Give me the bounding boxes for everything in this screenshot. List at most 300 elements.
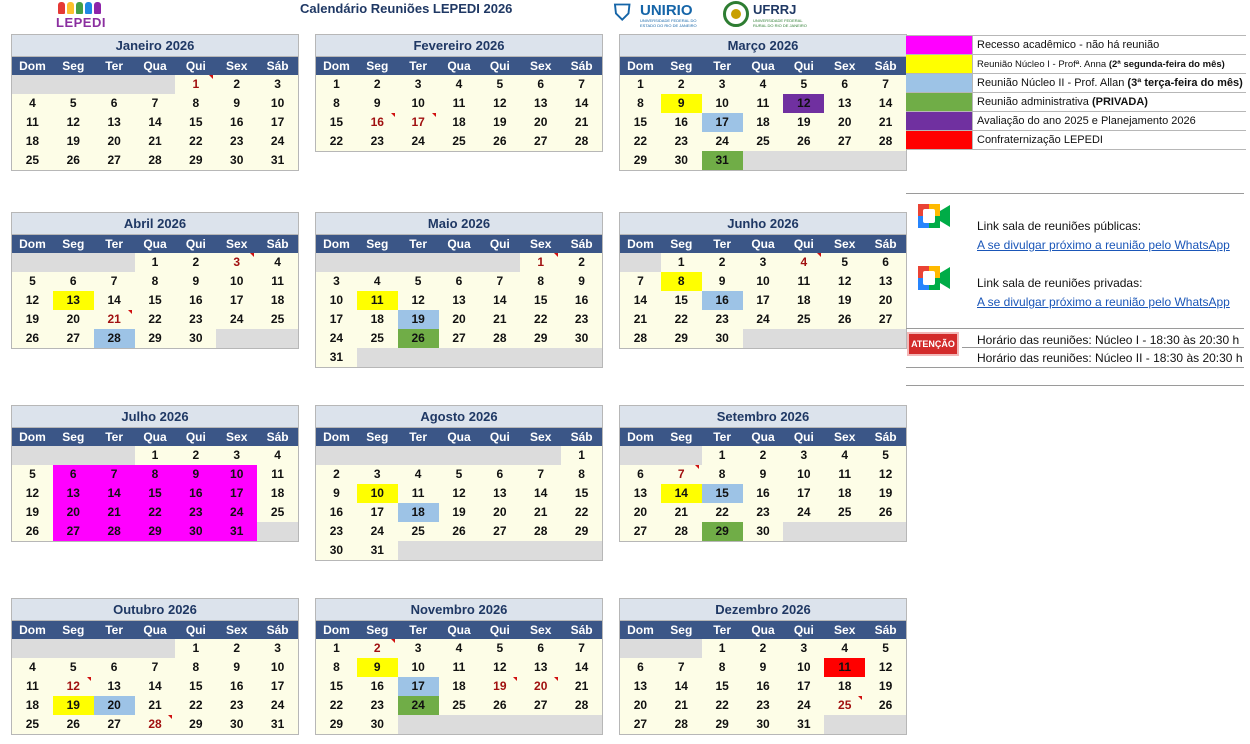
day-cell: 27 (865, 310, 906, 329)
day-cell: 15 (561, 484, 602, 503)
weekday-header: Ter (398, 621, 439, 639)
day-cell: 21 (94, 310, 135, 329)
weekday-header: Qua (439, 428, 480, 446)
month-calendar (619, 34, 907, 171)
day-cell: 6 (439, 272, 480, 291)
weekday-header: Qua (743, 428, 784, 446)
legend-row (906, 36, 1246, 55)
legend-label (973, 74, 1243, 92)
weekday-header: Ter (94, 621, 135, 639)
day-cell: 12 (865, 658, 906, 677)
weekday-header: Sáb (865, 57, 906, 75)
day-cell: 26 (12, 329, 53, 348)
legend-label (973, 55, 1225, 73)
day-cell: 22 (175, 696, 216, 715)
legend-label (973, 131, 1103, 149)
day-cell: 7 (561, 639, 602, 658)
day-cell: 26 (783, 132, 824, 151)
empty-day-cell (398, 541, 439, 560)
day-cell: 25 (257, 503, 298, 522)
month-title: Julho 2026 (12, 406, 298, 428)
day-cell: 19 (824, 291, 865, 310)
day-cell: 20 (520, 677, 561, 696)
empty-day-cell (620, 253, 661, 272)
day-cell: 2 (316, 465, 357, 484)
weekday-header: Sáb (561, 428, 602, 446)
day-cell: 6 (94, 658, 135, 677)
day-cell: 3 (398, 75, 439, 94)
day-cell: 8 (620, 94, 661, 113)
day-cell: 25 (398, 522, 439, 541)
day-cell: 25 (439, 132, 480, 151)
day-cell: 11 (439, 94, 480, 113)
month-grid (316, 57, 602, 151)
weekday-header: Sáb (257, 235, 298, 253)
legend-label (973, 112, 1196, 130)
weekday-header: Ter (702, 428, 743, 446)
day-cell: 14 (661, 484, 702, 503)
weekday-header: Ter (398, 235, 439, 253)
day-cell: 15 (661, 291, 702, 310)
public-room-link[interactable]: A se divulgar próximo a reunião pelo WhatsApp (977, 238, 1230, 252)
day-cell: 19 (439, 503, 480, 522)
day-cell: 13 (620, 677, 661, 696)
day-cell: 13 (53, 484, 94, 503)
day-cell: 29 (175, 715, 216, 734)
day-cell: 1 (661, 253, 702, 272)
day-cell: 28 (561, 132, 602, 151)
day-cell: 15 (702, 484, 743, 503)
day-cell: 22 (702, 696, 743, 715)
day-cell: 17 (357, 503, 398, 522)
weekday-header: Ter (702, 57, 743, 75)
day-cell: 7 (135, 658, 176, 677)
divider (906, 367, 1244, 368)
legend-text: Confraternização LEPEDI (977, 134, 1103, 146)
day-cell: 24 (783, 503, 824, 522)
day-cell: 14 (865, 94, 906, 113)
day-cell: 8 (316, 658, 357, 677)
day-cell: 21 (561, 677, 602, 696)
empty-day-cell (398, 253, 439, 272)
day-cell: 16 (316, 503, 357, 522)
legend-emphasis: (3ª terça-feira do mês) (1127, 77, 1243, 89)
weekday-header: Sex (520, 621, 561, 639)
empty-day-cell (53, 639, 94, 658)
day-cell: 3 (316, 272, 357, 291)
day-cell: 30 (216, 151, 257, 170)
day-cell: 30 (661, 151, 702, 170)
weekday-header: Dom (12, 235, 53, 253)
empty-day-cell (135, 75, 176, 94)
day-cell: 13 (520, 94, 561, 113)
legend-swatch (906, 131, 973, 149)
weekday-header: Sáb (561, 57, 602, 75)
month-grid (316, 428, 602, 560)
empty-day-cell (783, 329, 824, 348)
legend-emphasis: (PRIVADA) (1091, 96, 1148, 108)
weekday-header: Sex (216, 621, 257, 639)
day-cell: 2 (743, 639, 784, 658)
day-cell: 31 (702, 151, 743, 170)
google-meet-icon[interactable] (916, 200, 952, 234)
day-cell: 18 (12, 132, 53, 151)
day-cell: 15 (702, 677, 743, 696)
day-cell: 2 (561, 253, 602, 272)
day-cell: 31 (316, 348, 357, 367)
weekday-header: Seg (53, 57, 94, 75)
empty-day-cell (479, 715, 520, 734)
empty-day-cell (12, 639, 53, 658)
day-cell: 13 (94, 113, 135, 132)
day-cell: 22 (520, 310, 561, 329)
day-cell: 7 (561, 75, 602, 94)
day-cell: 19 (865, 484, 906, 503)
empty-day-cell (316, 253, 357, 272)
day-cell: 24 (398, 696, 439, 715)
empty-day-cell (783, 522, 824, 541)
day-cell: 13 (620, 484, 661, 503)
day-cell: 17 (398, 113, 439, 132)
day-cell: 4 (783, 253, 824, 272)
weekday-header: Ter (94, 428, 135, 446)
day-cell: 28 (865, 132, 906, 151)
day-cell: 3 (216, 253, 257, 272)
day-cell: 17 (216, 291, 257, 310)
ufrrj-logo (722, 0, 812, 32)
month-calendar (315, 405, 603, 561)
weekday-header: Seg (53, 235, 94, 253)
day-cell: 19 (479, 677, 520, 696)
day-cell: 12 (12, 291, 53, 310)
day-cell: 20 (865, 291, 906, 310)
weekday-header: Qui (783, 57, 824, 75)
month-title: Maio 2026 (316, 213, 602, 235)
day-cell: 14 (661, 677, 702, 696)
day-cell: 24 (316, 329, 357, 348)
day-cell: 28 (620, 329, 661, 348)
day-cell: 12 (824, 272, 865, 291)
weekday-header: Qua (439, 57, 480, 75)
day-cell: 23 (175, 310, 216, 329)
day-cell: 30 (216, 715, 257, 734)
month-title: Março 2026 (620, 35, 906, 57)
legend (906, 35, 1246, 150)
day-cell: 21 (561, 113, 602, 132)
legend-swatch (906, 36, 973, 54)
day-cell: 8 (702, 465, 743, 484)
day-cell: 18 (783, 291, 824, 310)
day-cell: 21 (661, 696, 702, 715)
day-cell: 10 (743, 272, 784, 291)
weekday-header: Qui (175, 57, 216, 75)
google-meet-icon[interactable] (916, 262, 952, 296)
day-cell: 11 (357, 291, 398, 310)
day-cell: 1 (135, 253, 176, 272)
legend-text: Avaliação do ano 2025 e Planejamento 2026 (977, 115, 1196, 127)
empty-day-cell (824, 329, 865, 348)
day-cell: 5 (53, 94, 94, 113)
day-cell: 22 (620, 132, 661, 151)
weekday-header: Seg (53, 621, 94, 639)
day-cell: 19 (12, 503, 53, 522)
day-cell: 15 (316, 113, 357, 132)
weekday-header: Seg (661, 235, 702, 253)
day-cell: 3 (216, 446, 257, 465)
day-cell: 30 (743, 715, 784, 734)
weekday-header: Dom (620, 235, 661, 253)
day-cell: 14 (94, 291, 135, 310)
day-cell: 26 (53, 151, 94, 170)
weekday-header: Qui (783, 235, 824, 253)
day-cell: 1 (316, 75, 357, 94)
weekday-header: Qua (135, 57, 176, 75)
weekday-header: Dom (620, 428, 661, 446)
day-cell: 18 (439, 677, 480, 696)
weekday-header: Sáb (257, 621, 298, 639)
meeting-hours-nucleo-2: Horário das reuniões: Núcleo II - 18:30 às 20:30 h (977, 351, 1243, 365)
day-cell: 18 (357, 310, 398, 329)
weekday-header: Dom (316, 621, 357, 639)
day-cell: 19 (53, 132, 94, 151)
day-cell: 11 (824, 465, 865, 484)
day-cell: 17 (783, 484, 824, 503)
day-cell: 4 (824, 446, 865, 465)
day-cell: 5 (479, 639, 520, 658)
day-cell: 30 (175, 522, 216, 541)
empty-day-cell (824, 715, 865, 734)
day-cell: 30 (175, 329, 216, 348)
day-cell: 29 (620, 151, 661, 170)
day-cell: 13 (439, 291, 480, 310)
day-cell: 22 (316, 132, 357, 151)
empty-day-cell (135, 639, 176, 658)
day-cell: 14 (135, 113, 176, 132)
day-cell: 20 (520, 113, 561, 132)
day-cell: 7 (479, 272, 520, 291)
day-cell: 8 (175, 94, 216, 113)
empty-day-cell (12, 253, 53, 272)
empty-day-cell (216, 329, 257, 348)
weekday-header: Dom (12, 621, 53, 639)
empty-day-cell (439, 715, 480, 734)
month-calendar (315, 598, 603, 735)
weekday-header: Dom (316, 235, 357, 253)
day-cell: 24 (743, 310, 784, 329)
day-cell: 5 (865, 639, 906, 658)
month-calendar (619, 212, 907, 349)
day-cell: 10 (357, 484, 398, 503)
day-cell: 16 (357, 113, 398, 132)
day-cell: 9 (702, 272, 743, 291)
private-room-link[interactable]: A se divulgar próximo a reunião pelo WhatsApp (977, 295, 1230, 309)
month-calendar (11, 34, 299, 171)
day-cell: 14 (479, 291, 520, 310)
day-cell: 2 (216, 639, 257, 658)
day-cell: 5 (53, 658, 94, 677)
day-cell: 9 (743, 465, 784, 484)
day-cell: 11 (743, 94, 784, 113)
day-cell: 4 (12, 658, 53, 677)
unirio-logo-subtitle: UNIVERSIDADE FEDERAL DO ESTADO DO RIO DE JANEIRO (640, 18, 697, 28)
day-cell: 8 (520, 272, 561, 291)
unirio-mark-icon: ⛉ (614, 1, 631, 26)
day-cell: 9 (661, 94, 702, 113)
day-cell: 27 (620, 715, 661, 734)
legend-swatch (906, 93, 973, 111)
day-cell: 6 (53, 465, 94, 484)
day-cell: 5 (398, 272, 439, 291)
day-cell: 15 (175, 113, 216, 132)
month-grid (12, 57, 298, 170)
legend-row (906, 55, 1246, 74)
weekday-header: Qui (175, 621, 216, 639)
day-cell: 4 (439, 639, 480, 658)
weekday-header: Ter (398, 57, 439, 75)
weekday-header: Dom (620, 57, 661, 75)
month-calendar (315, 212, 603, 368)
empty-day-cell (661, 446, 702, 465)
day-cell: 18 (12, 696, 53, 715)
day-cell: 26 (824, 310, 865, 329)
meeting-hours-nucleo-1: Horário das reuniões: Núcleo I - 18:30 às 20:30 h (977, 333, 1240, 347)
day-cell: 6 (53, 272, 94, 291)
day-cell: 13 (520, 658, 561, 677)
day-cell: 5 (439, 465, 480, 484)
empty-day-cell (398, 715, 439, 734)
day-cell: 18 (439, 113, 480, 132)
day-cell: 26 (479, 132, 520, 151)
day-cell: 23 (743, 503, 784, 522)
day-cell: 2 (357, 639, 398, 658)
legend-text: Recesso acadêmico - não há reunião (977, 39, 1160, 51)
day-cell: 6 (479, 465, 520, 484)
empty-day-cell (865, 715, 906, 734)
day-cell: 16 (216, 677, 257, 696)
weekday-header: Dom (620, 621, 661, 639)
weekday-header: Seg (357, 428, 398, 446)
month-calendar (11, 405, 299, 542)
day-cell: 29 (702, 522, 743, 541)
day-cell: 4 (357, 272, 398, 291)
month-grid (316, 621, 602, 734)
weekday-header: Dom (12, 57, 53, 75)
legend-row (906, 74, 1246, 93)
day-cell: 16 (175, 484, 216, 503)
day-cell: 15 (175, 677, 216, 696)
day-cell: 19 (398, 310, 439, 329)
day-cell: 25 (12, 715, 53, 734)
day-cell: 16 (743, 677, 784, 696)
day-cell: 30 (743, 522, 784, 541)
weekday-header: Sex (824, 57, 865, 75)
empty-day-cell (661, 639, 702, 658)
day-cell: 10 (398, 658, 439, 677)
weekday-header: Sex (824, 621, 865, 639)
empty-day-cell (357, 253, 398, 272)
day-cell: 28 (561, 696, 602, 715)
divider (906, 193, 1244, 194)
day-cell: 4 (398, 465, 439, 484)
month-grid (620, 235, 906, 348)
day-cell: 28 (661, 715, 702, 734)
day-cell: 16 (661, 113, 702, 132)
day-cell: 14 (620, 291, 661, 310)
day-cell: 1 (702, 639, 743, 658)
day-cell: 14 (561, 94, 602, 113)
day-cell: 30 (316, 541, 357, 560)
month-title: Agosto 2026 (316, 406, 602, 428)
day-cell: 23 (357, 696, 398, 715)
day-cell: 2 (216, 75, 257, 94)
weekday-header: Sex (824, 428, 865, 446)
day-cell: 12 (12, 484, 53, 503)
day-cell: 12 (53, 677, 94, 696)
day-cell: 15 (620, 113, 661, 132)
legend-swatch (906, 74, 973, 92)
empty-day-cell (53, 253, 94, 272)
day-cell: 22 (175, 132, 216, 151)
weekday-header: Qui (479, 621, 520, 639)
weekday-header: Sáb (865, 428, 906, 446)
day-cell: 18 (398, 503, 439, 522)
weekday-header: Seg (357, 235, 398, 253)
day-cell: 10 (783, 658, 824, 677)
empty-day-cell (743, 151, 784, 170)
empty-day-cell (479, 541, 520, 560)
month-title: Abril 2026 (12, 213, 298, 235)
day-cell: 23 (702, 310, 743, 329)
day-cell: 20 (94, 696, 135, 715)
empty-day-cell (257, 329, 298, 348)
day-cell: 31 (783, 715, 824, 734)
day-cell: 20 (479, 503, 520, 522)
day-cell: 21 (94, 503, 135, 522)
day-cell: 5 (479, 75, 520, 94)
day-cell: 8 (661, 272, 702, 291)
weekday-header: Sex (520, 57, 561, 75)
weekday-header: Ter (398, 428, 439, 446)
weekday-header: Ter (94, 235, 135, 253)
day-cell: 4 (824, 639, 865, 658)
legend-label (973, 36, 1159, 54)
weekday-header: Dom (316, 57, 357, 75)
weekday-header: Dom (12, 428, 53, 446)
day-cell: 12 (439, 484, 480, 503)
day-cell: 31 (257, 715, 298, 734)
lepedi-logo (54, 2, 110, 32)
day-cell: 29 (661, 329, 702, 348)
day-cell: 1 (702, 446, 743, 465)
empty-day-cell (479, 348, 520, 367)
day-cell: 27 (824, 132, 865, 151)
day-cell: 25 (743, 132, 784, 151)
day-cell: 2 (175, 253, 216, 272)
day-cell: 17 (702, 113, 743, 132)
weekday-header: Qua (743, 621, 784, 639)
legend-text: Reunião Núcleo II - Prof. Allan (977, 77, 1128, 89)
day-cell: 15 (135, 484, 176, 503)
day-cell: 17 (783, 677, 824, 696)
empty-day-cell (316, 446, 357, 465)
day-cell: 18 (824, 484, 865, 503)
day-cell: 13 (53, 291, 94, 310)
day-cell: 3 (783, 639, 824, 658)
day-cell: 11 (783, 272, 824, 291)
day-cell: 17 (398, 677, 439, 696)
empty-day-cell (94, 75, 135, 94)
day-cell: 20 (439, 310, 480, 329)
